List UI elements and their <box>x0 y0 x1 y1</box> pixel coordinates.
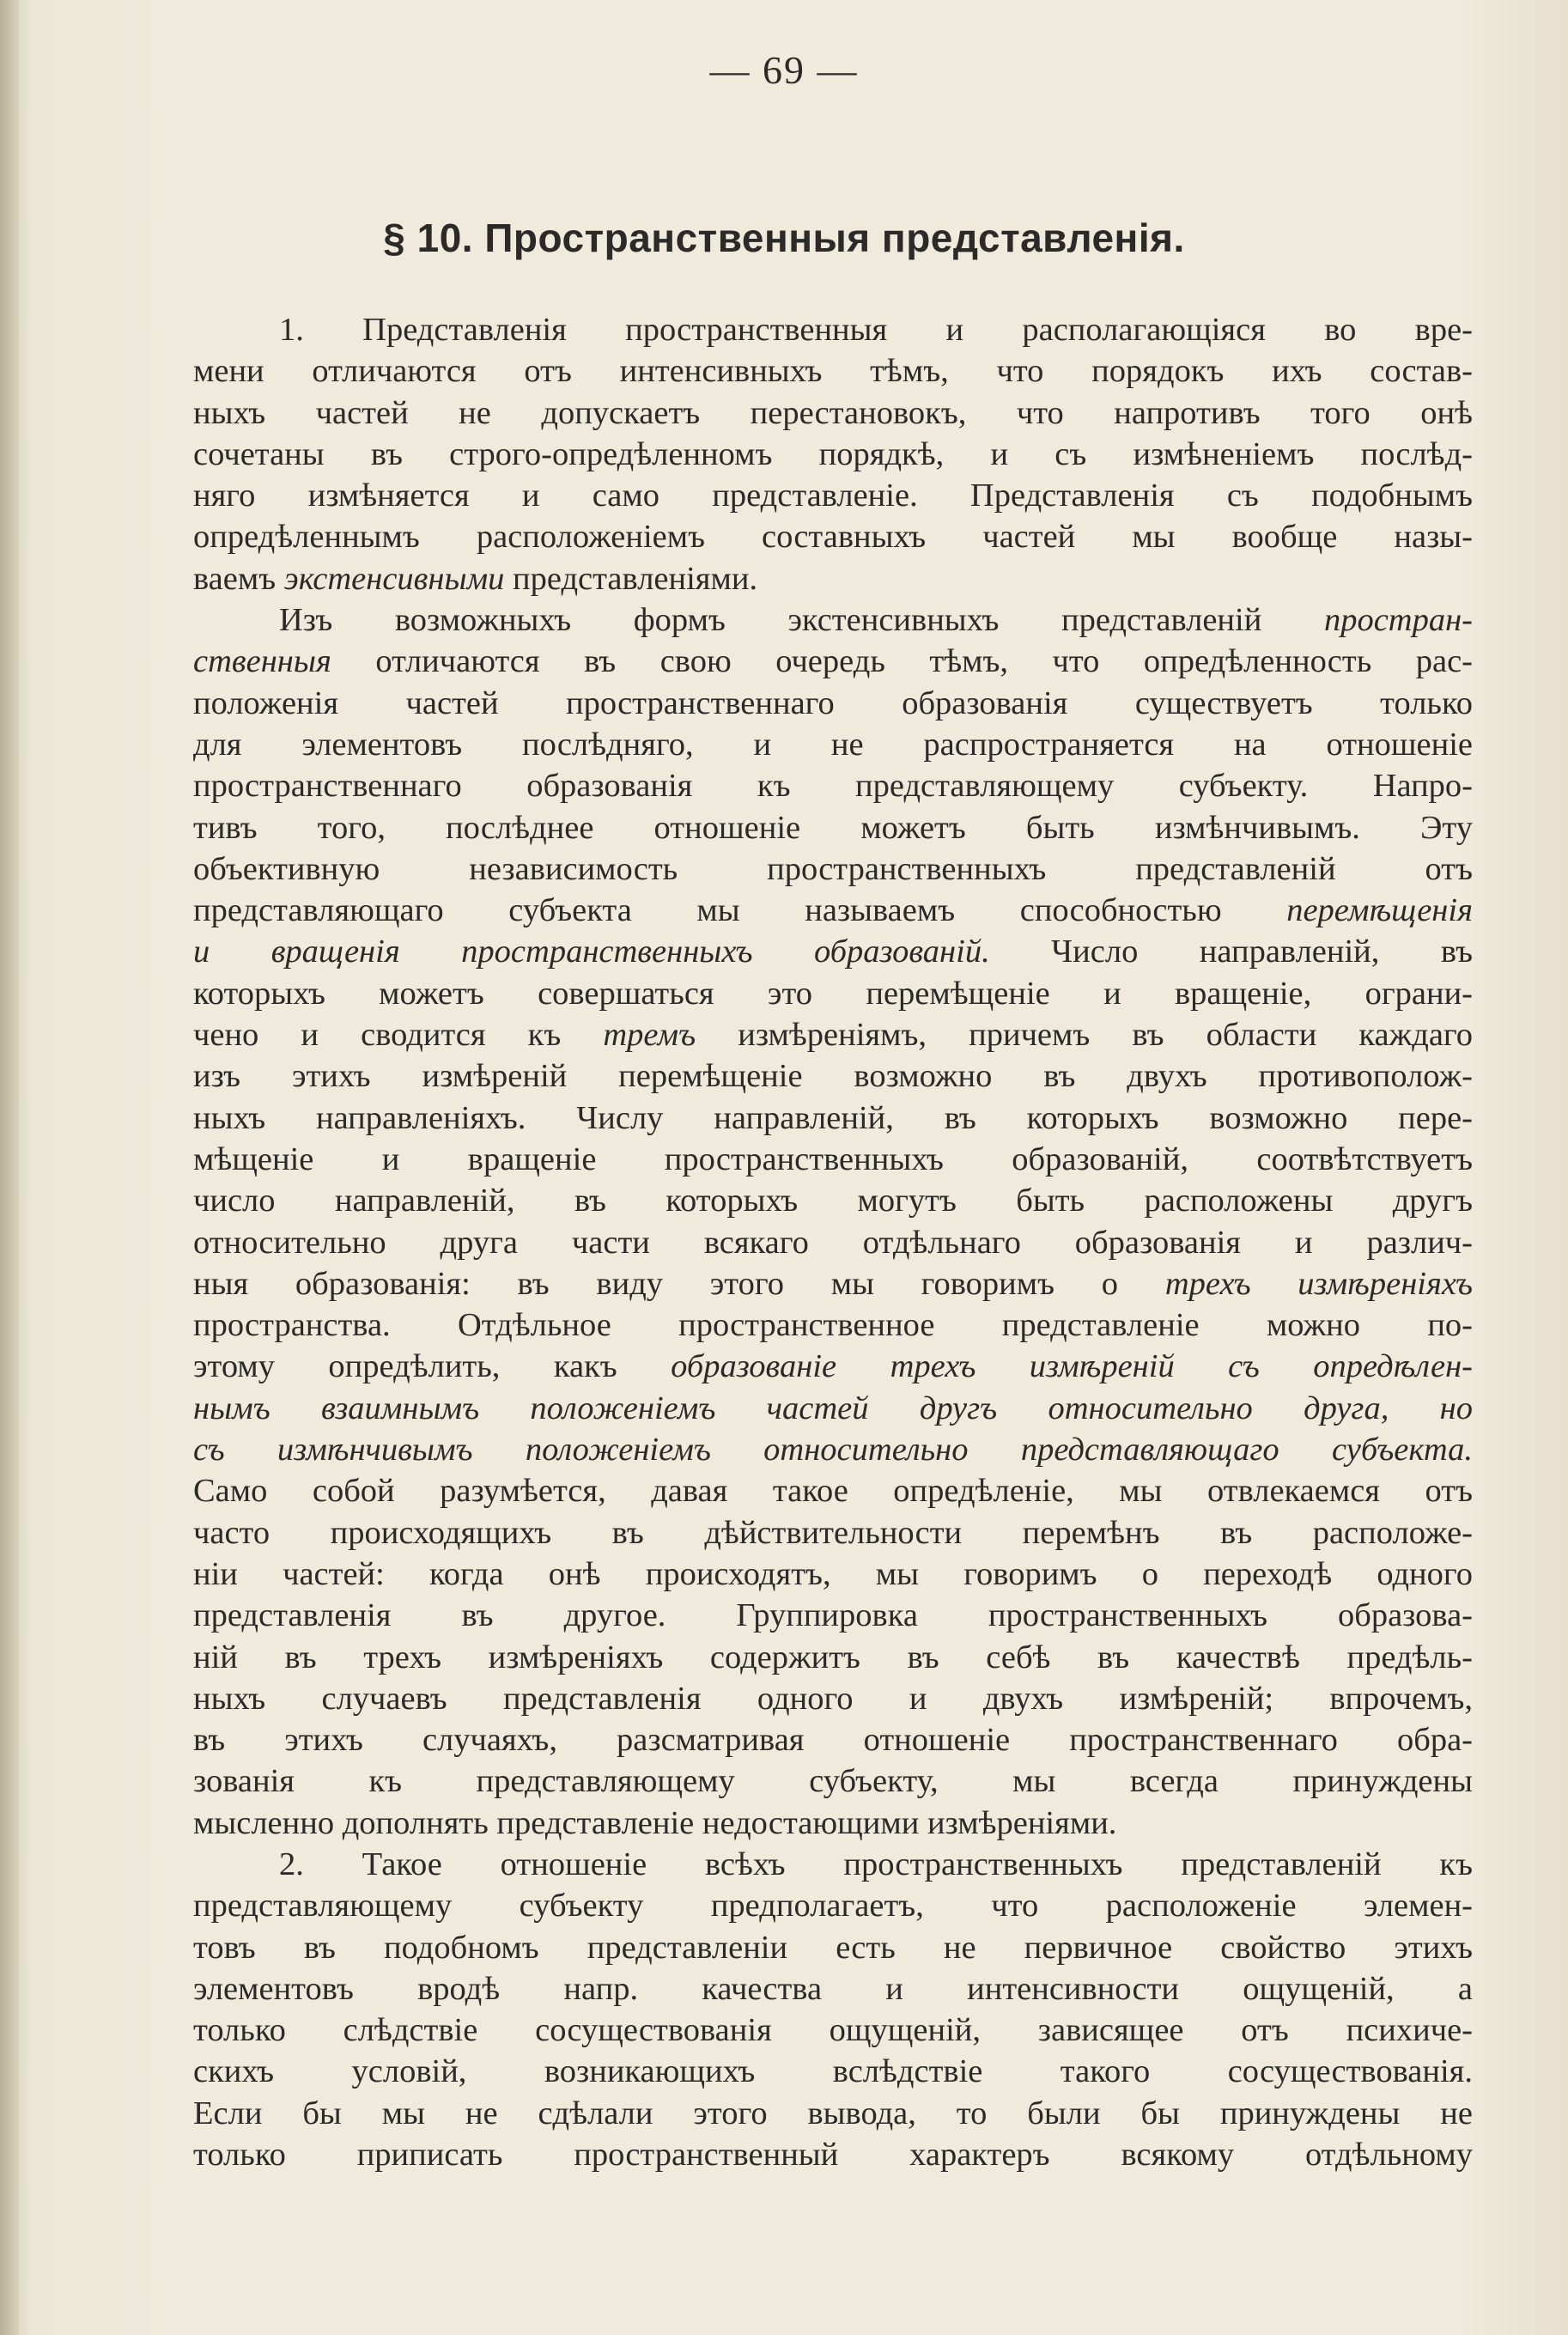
text-line: 1. Представленія пространственныя и располагающіяся во вре- <box>279 312 1473 348</box>
text-line: ніи частей: когда онѣ происходятъ, мы говоримъ о переходѣ одного <box>193 1555 1473 1592</box>
text-line: зованія къ представляющему субъекту, мы всегда принуждены <box>193 1763 1473 1800</box>
text-line: этому опредѣлить, какъ образованіе трехъ измѣреній съ опредѣлен- <box>193 1348 1473 1385</box>
italic-term: трехъ измѣреніяхъ <box>1164 1265 1474 1302</box>
text-line: пространственнаго образованія къ представляющему субъекту. Напро- <box>193 768 1473 805</box>
text-line: мени отличаются отъ интенсивныхъ тѣмъ, что порядокъ ихъ состав- <box>193 353 1473 390</box>
body-text <box>193 309 1473 2175</box>
text-line: товъ въ подобномъ представленіи есть не первичное свойство этихъ <box>193 1929 1473 1966</box>
text-line: ваемъ экстенсивными представленіями. <box>193 560 758 597</box>
italic-term: перемѣщенія <box>1286 892 1473 929</box>
text-line: Изъ возможныхъ формъ экстенсивныхъ представленій простран- <box>279 602 1473 639</box>
text-line: для элементовъ послѣдняго, и не распространяется на отношеніе <box>193 726 1473 763</box>
text-line: число направленій, въ которыхъ могутъ быть расположены другъ <box>193 1183 1473 1219</box>
text-line <box>193 1388 1473 1429</box>
text-line: опредѣленнымъ расположеніемъ составныхъ частей мы вообще назы- <box>193 519 1473 556</box>
text-line: относительно друга части всякаго отдѣльнаго образованія и различ- <box>193 1224 1473 1261</box>
italic-term: образованіе трехъ измѣреній съ опредѣлен- <box>671 1348 1473 1385</box>
text-line: мѣщеніе и вращеніе пространственныхъ образованій, соотвѣтствуетъ <box>193 1140 1473 1177</box>
text-line: мысленно дополнять представленіе недостающими измѣреніями. <box>193 1804 1117 1841</box>
text-line: объективную независимость пространственныхъ представленій отъ <box>193 850 1473 887</box>
italic-term: тремъ <box>603 1017 696 1054</box>
text-line: Если бы мы не сдѣлали этого вывода, то были бы принуждены не <box>193 2095 1473 2131</box>
text-line: только слѣдствіе сосуществованія ощущеній, зависящее отъ психиче- <box>193 2012 1473 2049</box>
text-line: скихъ условій, возникающихъ вслѣдствіе такого сосуществованія. <box>193 2053 1473 2090</box>
text-line: чено и сводится къ тремъ измѣреніямъ, причемъ въ области каждаго <box>193 1017 1473 1054</box>
italic-term: простран- <box>1323 602 1473 639</box>
text-line: только приписать пространственный характеръ всякому отдѣльному <box>193 2137 1473 2174</box>
text-line: ній въ трехъ измѣреніяхъ содержитъ въ себѣ въ качествѣ предѣль- <box>193 1639 1473 1675</box>
text-line: ныхъ частей не допускаетъ перестановокъ, что напротивъ того онѣ <box>193 394 1473 431</box>
text-line: няго измѣняется и само представленіе. Представленія съ подобнымъ <box>193 477 1473 514</box>
italic-term: ственныя <box>193 643 331 680</box>
text-line: ныхъ случаевъ представленія одного и двухъ измѣреній; впрочемъ, <box>193 1680 1473 1717</box>
italic-term: и вращенія пространственныхъ образованій. <box>193 933 990 970</box>
text-line: Само собой разумѣется, давая такое опредѣленіе, мы отвлекаемся отъ <box>193 1473 1473 1510</box>
text-line: часто происходящихъ въ дѣйствительности перемѣнъ въ расположе- <box>193 1514 1473 1551</box>
text-line: пространства. Отдѣльное пространственное представленіе можно по- <box>193 1307 1473 1344</box>
text-line: представленія въ другое. Группировка пространственныхъ образова- <box>193 1597 1473 1634</box>
text-line: и вращенія пространственныхъ образованій. Число направленій, въ <box>193 933 1473 970</box>
text-line: элементовъ вродѣ напр. качества и интенсивности ощущеній, а <box>193 1970 1473 2007</box>
text-line: представляющему субъекту предполагаетъ, что расположеніе элемен- <box>193 1888 1473 1925</box>
text-line <box>193 1429 1473 1470</box>
text-line: сочетаны въ строго-опредѣленномъ порядкѣ, и съ измѣненіемъ послѣд- <box>193 435 1473 472</box>
italic-term: экстенсивными <box>283 560 505 597</box>
italic-term: нымъ взаимнымъ положеніемъ частей другъ относительно друга, но <box>193 1389 1473 1426</box>
text-line: ныхъ направленіяхъ. Числу направленій, въ которыхъ возможно пере- <box>193 1099 1473 1136</box>
text-line: положенія частей пространственнаго образованія существуетъ только <box>193 684 1473 721</box>
text-line: ныя образованія: въ виду этого мы говоримъ о трехъ измѣреніяхъ <box>193 1265 1474 1302</box>
italic-term: съ измѣнчивымъ положеніемъ относительно представляющаго субъекта. <box>193 1432 1473 1468</box>
text-line: въ этихъ случаяхъ, разсматривая отношеніе пространственнаго обра- <box>193 1722 1473 1759</box>
section-heading: § 10. Пространственныя представленія. <box>383 216 1185 260</box>
text-line: 2. Такое отношеніе всѣхъ пространственныхъ представленій къ <box>279 1846 1473 1882</box>
text-line: которыхъ можетъ совершаться это перемѣщеніе и вращеніе, ограни- <box>193 975 1473 1012</box>
text-line: представляющаго субъекта мы называемъ способностью перемѣщенія <box>193 892 1473 929</box>
page-number: — 69 — <box>709 48 859 92</box>
text-line: тивъ того, послѣднее отношеніе можетъ быть измѣнчивымъ. Эту <box>193 809 1473 846</box>
text-line: изъ этихъ измѣреній перемѣщеніе возможно въ двухъ противополож- <box>193 1058 1473 1095</box>
binding-gutter <box>0 0 19 2335</box>
text-line: ственныя отличаются въ свою очередь тѣмъ, что опредѣленность рас- <box>193 643 1473 680</box>
